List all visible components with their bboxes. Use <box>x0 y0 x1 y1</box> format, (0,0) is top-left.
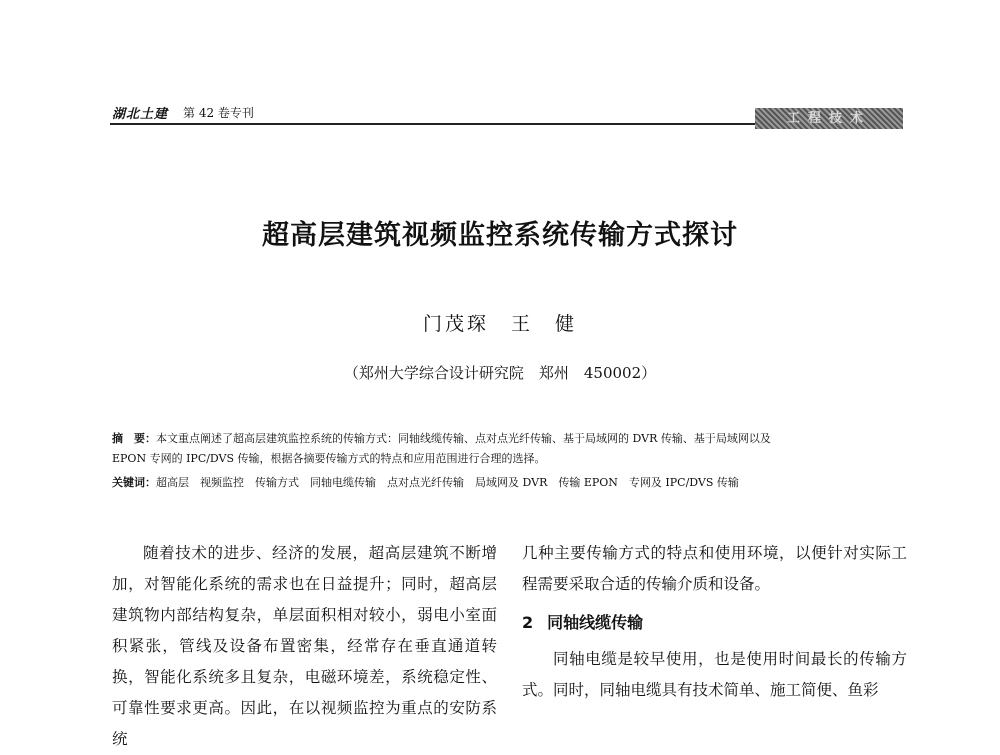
issue-label: 第 42 卷专刊 <box>183 106 254 120</box>
keywords-text: 超高层 视频监控 传输方式 同轴电缆传输 点对点光纤传输 局域网及 DVR 传输 EPON 专网及 IPC/DVS 传输 <box>156 476 739 489</box>
header-rule <box>110 123 760 125</box>
keywords-label: 关键词： <box>112 476 156 489</box>
paper-title: 超高层建筑视频监控系统传输方式探讨 <box>262 220 738 251</box>
journal-name: 湖北土建 <box>112 107 169 122</box>
affiliation: （郑州大学综合设计研究院 郑州 450002） <box>343 364 657 382</box>
right-paragraph-2: 同轴电缆是较早使用，也是使用时间最长的传输方式。同时，同轴电缆具有技术简单、施工简便、鱼彩 <box>522 650 907 699</box>
abstract-text-1: 本文重点阐述了超高层建筑监控系统的传输方式：同轴线缆传输、点对点光纤传输、基于局域网的 DVR 传输、基于局域网以及 <box>156 432 771 445</box>
section-band: 工程技术 <box>755 108 903 129</box>
intro-paragraph: 随着技术的进步、经济的发展，超高层建筑不断增加，对智能化系统的需求也在日益提升；同时，超高层建筑物内部结构复杂，单层面积相对较小，弱电小室面积紧张，管线及设备布置密集，经常存在垂直通道转换，智能化系统多且复杂，电磁环境差，系统稳定性、可靠性要求更高。因此，在以视频监控为重点的安防系统 <box>112 544 497 748</box>
left-column <box>112 538 497 755</box>
section-heading-2 <box>522 608 907 638</box>
section-number: 2 <box>522 613 534 632</box>
abstract-text-2: EPON 专网的 IPC/DVS 传输，根据各摘要传输方式的特点和应用范围进行合理的选择。 <box>112 452 546 465</box>
keywords-line <box>112 475 912 491</box>
abstract-line-1 <box>112 431 912 447</box>
abstract-line-2 <box>112 451 912 467</box>
section-title: 同轴线缆传输 <box>547 613 644 632</box>
abstract-label: 摘 要： <box>112 432 156 445</box>
right-paragraph-1: 几种主要传输方式的特点和使用环境，以便针对实际工程需要采取合适的传输介质和设备。 <box>522 544 907 593</box>
right-column <box>522 538 907 706</box>
authors: 门茂琛 王 健 <box>422 313 577 335</box>
